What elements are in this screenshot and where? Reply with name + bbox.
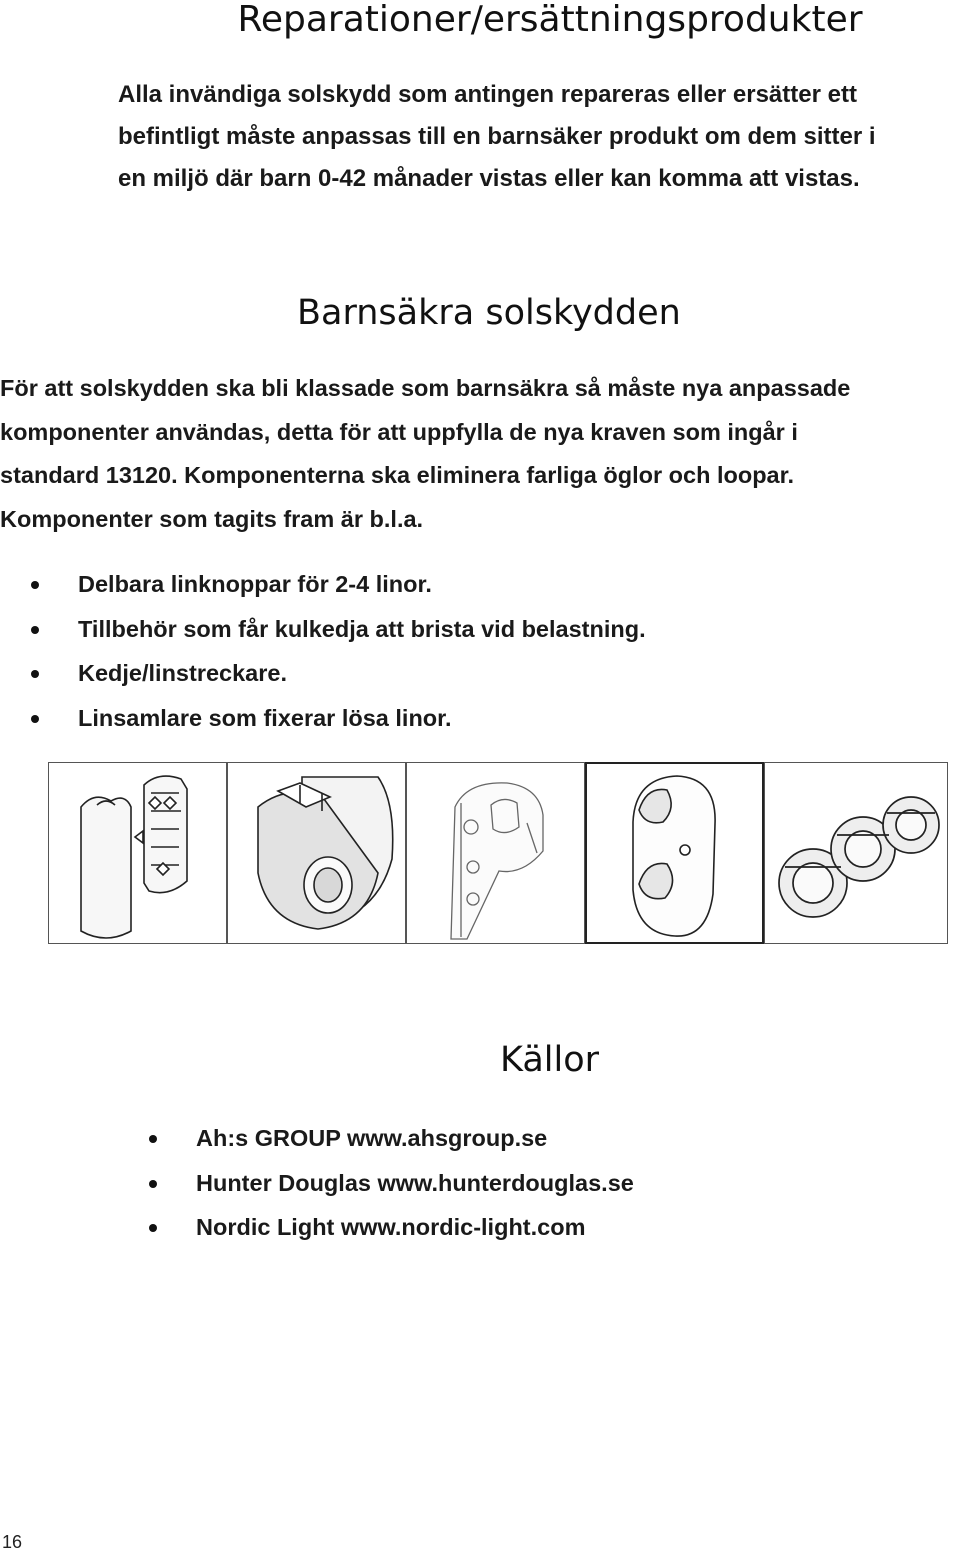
list-item: Linsamlare som fixerar lösa linor. [78, 696, 646, 741]
paragraph-line: standard 13120. Komponenterna ska eliminera farliga öglor och loopar. [0, 462, 795, 489]
paragraph-line: komponenter användas, detta för att uppfylla de nya kraven som ingår i [0, 418, 798, 445]
child-safe-paragraph [0, 367, 960, 542]
bullet-icon [149, 1224, 157, 1232]
section-heading-child-safe: Barnsäkra solskydden [297, 293, 681, 333]
source-item: Hunter Douglas www.hunterdouglas.se [196, 1161, 634, 1206]
intro-line: befintligt måste anpassas till en barnsäker produkt om dem sitter i [118, 123, 876, 150]
list-item: Tillbehör som får kulkedja att brista vid belastning. [78, 607, 646, 652]
page-number: 16 [2, 1532, 23, 1552]
product-image-gallery [48, 762, 948, 944]
cord-tensioner-illustration [406, 762, 585, 944]
bullet-icon [31, 626, 39, 634]
cord-cleat-illustration [585, 762, 764, 944]
bullet-icon [31, 670, 39, 678]
paragraph-line: Komponenter som tagits fram är b.l.a. [0, 506, 424, 533]
source-item: Ah:s GROUP www.ahsgroup.se [196, 1116, 634, 1161]
intro-paragraph [118, 74, 948, 200]
intro-line: en miljö där barn 0-42 månader vistas eller kan komma att vistas. [118, 165, 860, 192]
bullet-icon [31, 581, 39, 589]
split-cord-knob-illustration [48, 762, 227, 944]
component-list [78, 562, 646, 740]
chain-connector-illustration [227, 762, 406, 944]
source-item: Nordic Light www.nordic-light.com [196, 1205, 634, 1250]
list-item: Delbara linknoppar för 2-4 linor. [78, 562, 646, 607]
paragraph-line: För att solskydden ska bli klassade som barnsäkra så måste nya anpassade [0, 375, 851, 401]
bullet-icon [149, 1135, 157, 1143]
sources-list [196, 1116, 634, 1250]
bullet-icon [31, 715, 39, 723]
list-item: Kedje/linstreckare. [78, 651, 646, 696]
bullet-icon [149, 1180, 157, 1188]
section-heading-sources: Källor [500, 1040, 600, 1080]
breakaway-ball-chain-illustration [764, 762, 948, 944]
intro-line: Alla invändiga solskydd som antingen repareras eller ersätter ett [118, 81, 857, 108]
page-title: Reparationer/ersättningsprodukter [237, 0, 863, 40]
